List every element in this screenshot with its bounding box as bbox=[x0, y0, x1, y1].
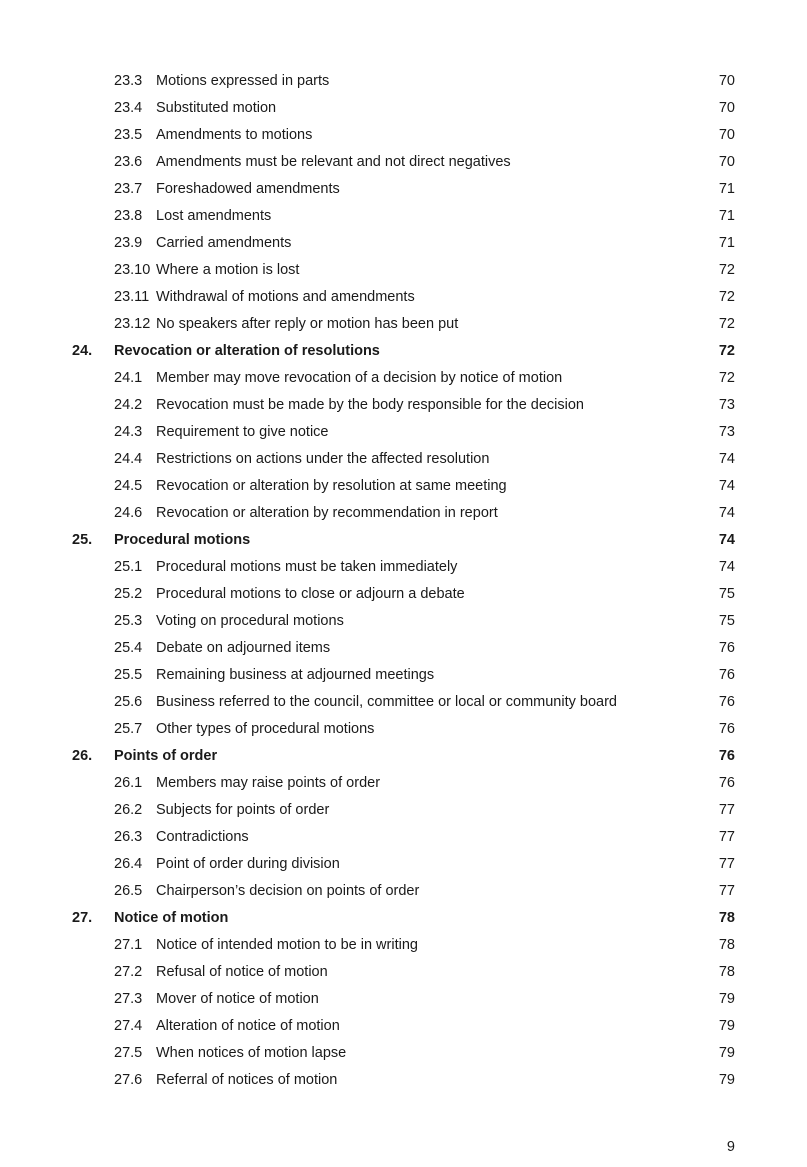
toc-entry-page: 72 bbox=[718, 289, 735, 305]
toc-entry bbox=[0, 797, 807, 824]
toc-entry-title: Revocation must be made by the body responsible for the decision bbox=[156, 397, 584, 413]
toc-entry-page: 74 bbox=[718, 451, 735, 467]
toc-entry bbox=[0, 176, 807, 203]
toc-entry-page: 71 bbox=[718, 208, 735, 224]
toc-entry-page: 79 bbox=[718, 991, 735, 1007]
toc-entry-page: 78 bbox=[718, 910, 735, 926]
toc-entry-title: Subjects for points of order bbox=[156, 802, 330, 818]
toc-entry-title: Voting on procedural motions bbox=[156, 613, 344, 629]
toc-entry-title: Chairperson’s decision on points of order bbox=[156, 883, 420, 899]
toc-entry-number: 25.1 bbox=[114, 559, 143, 575]
toc-entry-page: 77 bbox=[718, 802, 735, 818]
toc-entry-page: 76 bbox=[718, 694, 735, 710]
toc-entry bbox=[0, 257, 807, 284]
toc-entry-number: 27.2 bbox=[114, 964, 143, 980]
toc-entry-page: 79 bbox=[718, 1045, 735, 1061]
toc-entry-number: 26.3 bbox=[114, 829, 143, 845]
toc-entry-title: Other types of procedural motions bbox=[156, 721, 375, 737]
toc-entry-number: 25.3 bbox=[114, 613, 143, 629]
toc-entry bbox=[0, 608, 807, 635]
toc-entry bbox=[0, 959, 807, 986]
toc-entry-number: 24.5 bbox=[114, 478, 143, 494]
toc-entry-title: Procedural motions bbox=[114, 532, 251, 548]
toc-entry bbox=[0, 365, 807, 392]
table-of-contents bbox=[0, 68, 807, 1094]
toc-entry-number: 23.11 bbox=[114, 289, 150, 305]
toc-entry bbox=[0, 95, 807, 122]
toc-entry-title: Withdrawal of motions and amendments bbox=[156, 289, 415, 305]
toc-entry-page: 71 bbox=[718, 235, 735, 251]
toc-entry bbox=[0, 392, 807, 419]
toc-entry-number: 23.12 bbox=[114, 316, 151, 332]
toc-entry-number: 24.2 bbox=[114, 397, 143, 413]
toc-entry-number: 26.2 bbox=[114, 802, 143, 818]
toc-entry-page: 74 bbox=[718, 532, 735, 548]
toc-entry-title: Substituted motion bbox=[156, 100, 277, 116]
toc-entry-title: Contradictions bbox=[156, 829, 249, 845]
toc-entry bbox=[0, 986, 807, 1013]
toc-entry-page: 76 bbox=[718, 721, 735, 737]
toc-entry-page: 72 bbox=[718, 316, 735, 332]
toc-entry bbox=[0, 473, 807, 500]
toc-entry-page: 70 bbox=[718, 127, 735, 143]
toc-entry-page: 76 bbox=[718, 640, 735, 656]
toc-entry-title: Member may move revocation of a decision by notice of motion bbox=[156, 370, 563, 386]
toc-entry-title: Members may raise points of order bbox=[156, 775, 381, 791]
toc-entry-page: 77 bbox=[718, 829, 735, 845]
toc-entry-title: Revocation or alteration by resolution at same meeting bbox=[156, 478, 507, 494]
toc-entry bbox=[0, 419, 807, 446]
toc-entry-page: 78 bbox=[718, 964, 735, 980]
toc-entry-number: 25.2 bbox=[114, 586, 143, 602]
toc-entry-page: 78 bbox=[718, 937, 735, 953]
toc-entry-title: Carried amendments bbox=[156, 235, 292, 251]
toc-entry-page: 77 bbox=[718, 883, 735, 899]
toc-entry bbox=[0, 662, 807, 689]
toc-entry-title: Lost amendments bbox=[156, 208, 272, 224]
toc-entry-number: 23.6 bbox=[114, 154, 143, 170]
toc-entry-number: 25.5 bbox=[114, 667, 143, 683]
toc-entry-page: 77 bbox=[718, 856, 735, 872]
toc-entry bbox=[0, 500, 807, 527]
toc-entry-title: Where a motion is lost bbox=[156, 262, 300, 278]
toc-entry-title: When notices of motion lapse bbox=[156, 1045, 347, 1061]
toc-entry-number: 27.4 bbox=[114, 1018, 143, 1034]
toc-entry-page: 74 bbox=[718, 505, 735, 521]
toc-entry-number: 25.7 bbox=[114, 721, 143, 737]
toc-entry-title: Point of order during division bbox=[156, 856, 340, 872]
toc-entry-page: 71 bbox=[718, 181, 735, 197]
toc-entry-title: Amendments must be relevant and not direct negatives bbox=[156, 154, 511, 170]
toc-entry-page: 70 bbox=[718, 100, 735, 116]
toc-entry-title: Notice of motion bbox=[114, 910, 229, 926]
toc-entry-page: 76 bbox=[718, 748, 735, 764]
toc-entry bbox=[0, 68, 807, 95]
toc-entry-number: 26.1 bbox=[114, 775, 143, 791]
toc-entry-number: 24.6 bbox=[114, 505, 143, 521]
toc-entry-title: Debate on adjourned items bbox=[156, 640, 331, 656]
toc-entry bbox=[0, 554, 807, 581]
toc-entry bbox=[0, 446, 807, 473]
toc-entry-number: 27.6 bbox=[114, 1072, 143, 1088]
toc-entry bbox=[0, 878, 807, 905]
toc-entry-number: 23.5 bbox=[114, 127, 143, 143]
toc-entry-number: 26. bbox=[72, 748, 93, 764]
toc-section-heading bbox=[0, 527, 807, 554]
toc-entry-number: 27. bbox=[72, 910, 93, 926]
toc-entry-page: 76 bbox=[718, 775, 735, 791]
toc-entry-number: 23.3 bbox=[114, 73, 143, 89]
toc-entry-number: 24. bbox=[72, 343, 93, 359]
toc-entry bbox=[0, 824, 807, 851]
toc-entry-title: Referral of notices of motion bbox=[156, 1072, 338, 1088]
toc-entry-page: 75 bbox=[718, 613, 735, 629]
toc-entry-title: Procedural motions must be taken immediately bbox=[156, 559, 458, 575]
toc-entry-title: Requirement to give notice bbox=[156, 424, 329, 440]
toc-entry-number: 27.1 bbox=[114, 937, 143, 953]
toc-entry-title: Procedural motions to close or adjourn a debate bbox=[156, 586, 465, 602]
toc-entry-title: Mover of notice of motion bbox=[156, 991, 319, 1007]
toc-entry-page: 74 bbox=[718, 559, 735, 575]
toc-entry bbox=[0, 635, 807, 662]
toc-entry-page: 70 bbox=[718, 154, 735, 170]
toc-section-heading bbox=[0, 743, 807, 770]
toc-entry-title: Revocation or alteration by recommendation in report bbox=[156, 505, 498, 521]
toc-entry bbox=[0, 770, 807, 797]
toc-entry bbox=[0, 581, 807, 608]
toc-entry-page: 73 bbox=[718, 397, 735, 413]
toc-entry-number: 25.4 bbox=[114, 640, 143, 656]
toc-entry-number: 26.4 bbox=[114, 856, 143, 872]
toc-entry-page: 73 bbox=[718, 424, 735, 440]
toc-entry-title: Foreshadowed amendments bbox=[156, 181, 340, 197]
toc-entry bbox=[0, 689, 807, 716]
toc-entry-page: 72 bbox=[718, 262, 735, 278]
toc-entry bbox=[0, 149, 807, 176]
toc-entry-title: Alteration of notice of motion bbox=[156, 1018, 340, 1034]
toc-entry bbox=[0, 1013, 807, 1040]
toc-entry-title: Motions expressed in parts bbox=[156, 73, 330, 89]
page-number: 9 bbox=[726, 1139, 735, 1155]
toc-section-heading bbox=[0, 905, 807, 932]
toc-entry-number: 23.8 bbox=[114, 208, 143, 224]
toc-entry bbox=[0, 230, 807, 257]
toc-entry-number: 25.6 bbox=[114, 694, 143, 710]
toc-entry-number: 24.4 bbox=[114, 451, 143, 467]
toc-entry bbox=[0, 1067, 807, 1094]
toc-entry-title: Business referred to the council, committee or local or community board bbox=[156, 694, 617, 710]
toc-entry-number: 24.3 bbox=[114, 424, 143, 440]
toc-entry-number: 23.4 bbox=[114, 100, 143, 116]
toc-entry-title: Restrictions on actions under the affected resolution bbox=[156, 451, 490, 467]
toc-entry-title: Points of order bbox=[114, 748, 218, 764]
toc-entry-page: 79 bbox=[718, 1072, 735, 1088]
toc-entry-page: 75 bbox=[718, 586, 735, 602]
toc-entry-page: 74 bbox=[718, 478, 735, 494]
toc-entry-page: 72 bbox=[718, 343, 735, 359]
toc-entry-number: 25. bbox=[72, 532, 93, 548]
toc-entry bbox=[0, 284, 807, 311]
toc-entry bbox=[0, 122, 807, 149]
toc-entry-number: 24.1 bbox=[114, 370, 143, 386]
toc-entry-page: 70 bbox=[718, 73, 735, 89]
toc-entry bbox=[0, 203, 807, 230]
toc-entry-page: 76 bbox=[718, 667, 735, 683]
toc-entry bbox=[0, 311, 807, 338]
toc-entry-number: 27.5 bbox=[114, 1045, 143, 1061]
toc-entry-title: No speakers after reply or motion has been put bbox=[156, 316, 459, 332]
toc-entry-title: Amendments to motions bbox=[156, 127, 313, 143]
toc-entry-number: 26.5 bbox=[114, 883, 143, 899]
toc-entry-title: Notice of intended motion to be in writing bbox=[156, 937, 418, 953]
toc-entry-number: 23.7 bbox=[114, 181, 143, 197]
toc-entry-title: Remaining business at adjourned meetings bbox=[156, 667, 435, 683]
toc-entry-page: 72 bbox=[718, 370, 735, 386]
toc-entry-title: Revocation or alteration of resolutions bbox=[114, 343, 380, 359]
toc-entry-number: 23.9 bbox=[114, 235, 143, 251]
toc-entry-number: 23.10 bbox=[114, 262, 151, 278]
toc-entry-page: 79 bbox=[718, 1018, 735, 1034]
toc-entry-title: Refusal of notice of motion bbox=[156, 964, 328, 980]
toc-entry-number: 27.3 bbox=[114, 991, 143, 1007]
toc-entry bbox=[0, 1040, 807, 1067]
toc-entry bbox=[0, 932, 807, 959]
toc-entry bbox=[0, 851, 807, 878]
toc-section-heading bbox=[0, 338, 807, 365]
toc-entry bbox=[0, 716, 807, 743]
